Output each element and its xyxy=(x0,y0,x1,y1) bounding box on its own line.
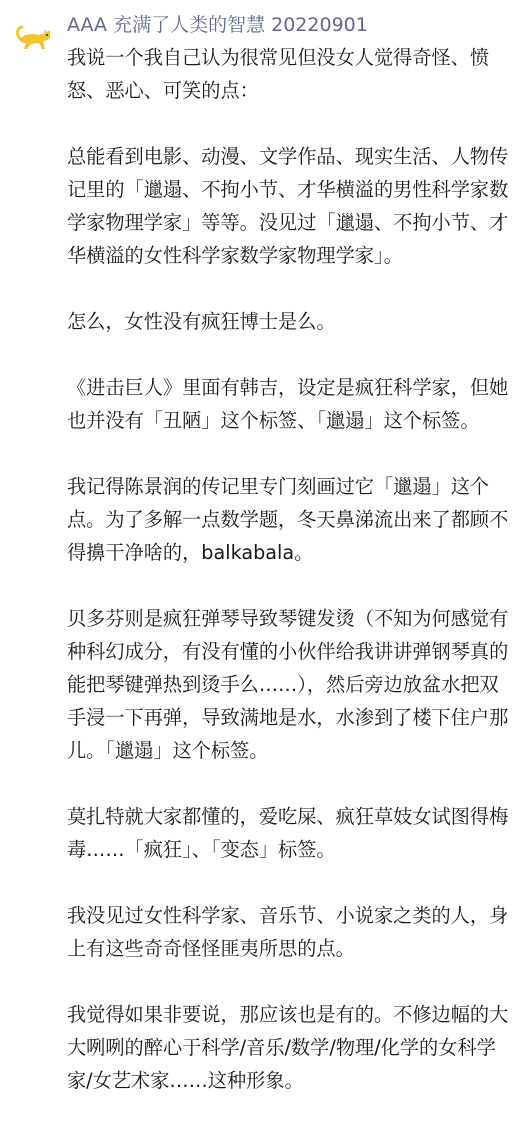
message-paragraph: 怎么，女性没有疯狂博士是么。 xyxy=(67,310,336,333)
message-paragraph: 莫扎特就大家都懂的，爱吃屎、疯狂草妓女试图得梅毒……「疯狂」、「变态」标签。 xyxy=(67,805,509,861)
message-content xyxy=(67,12,517,1130)
message-paragraph: 《进击巨人》里面有韩吉，设定是疯狂科学家，但她也并没有「丑陋」这个标签、「邋遢」这个标签。 xyxy=(67,376,509,432)
message-paragraph: 我记得陈景润的传记里专门刻画过它「邋遢」这个点。为了多解一点数学题，冬天鼻涕流出来了都顾不得擤干净啥的，balkabala。 xyxy=(67,475,509,564)
message-paragraph: 贝多芬则是疯狂弹琴导致琴键发烫（不知为何感觉有种科幻成分，有没有懂的小伙伴给我讲讲弹钢琴真的能把琴键弹热到烫手么……），然后旁边放盆水把双手浸一下再弹，导致满地是水，水渗到了楼下住户那儿。「邋遢」这个标签。 xyxy=(67,607,509,762)
message-paragraph: 总能看到电影、动漫、文学作品、现实生活、人物传记里的「邋遢、不拘小节、才华横溢的男性科学家数学家物理学家」等等。没见过「邋遢、不拘小节、才华横溢的女性科学家数学家物理学家」。 xyxy=(67,145,509,267)
message-paragraph: 我没见过女性科学家、音乐节、小说家之类的人，身上有这些奇奇怪怪匪夷所思的点。 xyxy=(67,904,509,960)
message-paragraph: 我觉得如果非要说，那应该也是有的。不修边幅的大大咧咧的醉心于科学/音乐/数学/物理/化学的女科学家/女艺术家……这种形象。 xyxy=(67,1003,509,1092)
sender-name[interactable]: AAA 充满了人类的智慧 20220901 xyxy=(67,14,368,36)
message-paragraph: 我说一个我自己认为很常见但没女人觉得奇怪、愤怒、恶心、可笑的点： xyxy=(67,46,490,102)
cat-silhouette-icon[interactable] xyxy=(14,19,54,59)
